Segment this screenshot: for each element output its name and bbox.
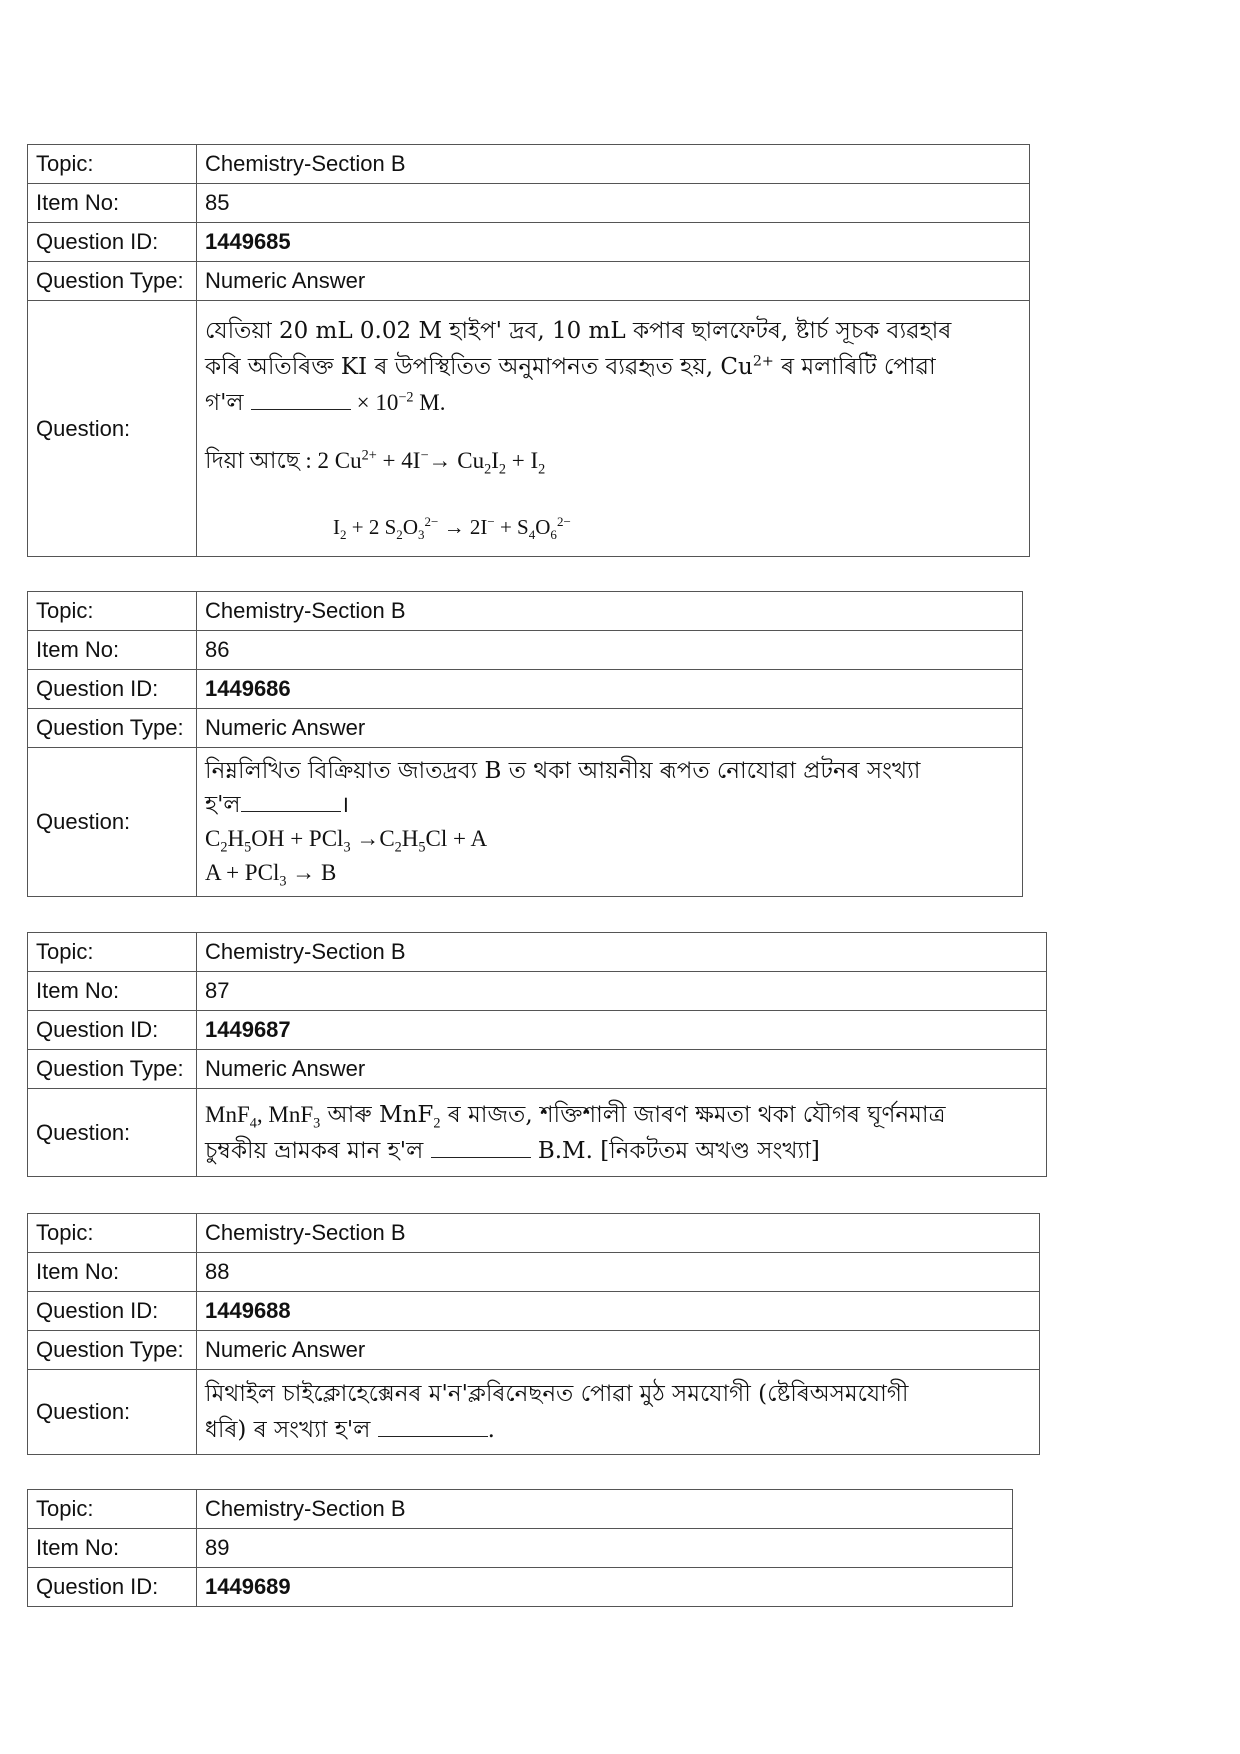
topic-label: Topic: (28, 145, 197, 184)
question-table-87 (27, 932, 1047, 1177)
question-id-label: Question ID: (28, 1568, 197, 1607)
question-type-label: Question Type: (28, 262, 197, 301)
answer-blank (378, 1416, 488, 1437)
question-table-89 (27, 1489, 1013, 1607)
question-type-value: Numeric Answer (197, 709, 1023, 748)
question-body (197, 1370, 1040, 1455)
question-line: MnF$_4$, MnF$_3$ আৰু MnF$_2$ ৰ মাজত, শক্তিশালী জাৰণ ক্ষমতা থকা যৌগৰ ঘূৰ্ণনমাত্ৰ (205, 1101, 946, 1132)
question-line: হ'ল । (205, 792, 350, 818)
question-type-label: Question Type: (28, 1331, 197, 1370)
answer-blank (241, 791, 341, 812)
question-line: নিম্নলিখিত বিক্ৰিয়াত জাতদ্ৰব্য B ত থকা আয়নীয় ৰূপত নোযোৱা প্ৰটনৰ সংখ্যা (205, 758, 921, 784)
question-line: ধৰি) ৰ সংখ্যা হ'ল . (205, 1417, 495, 1443)
given-equation-1: দিয়া আছে : 2 $Cu^{2+} + 4I^-\to Cu_2I_2 + I_2$ (205, 446, 546, 478)
reaction-2: A + PCl$_3$ → B (205, 860, 337, 890)
reaction-1: $C_2H_5OH + PCl_3 \to C_2H_5Cl + A$ (205, 826, 488, 856)
question-id-value: 1449686 (197, 670, 1023, 709)
item-no-value: 87 (197, 972, 1047, 1011)
item-no-label: Item No: (28, 1529, 197, 1568)
question-table-85 (27, 144, 1030, 557)
topic-label: Topic: (28, 592, 197, 631)
topic-value: Chemistry-Section B (197, 592, 1023, 631)
question-line: যেতিয়া 20 mL 0.02 M হাইপ' দ্ৰব, 10 mL কপাৰ ছালফেটৰ, ষ্টাৰ্চ সূচক ব্যৱহাৰ (205, 317, 952, 344)
question-type-value: Numeric Answer (197, 1050, 1047, 1089)
question-line: চুম্বকীয় ভ্ৰামকৰ মান হ'ল B.M. [নিকটতম অখণ্ড সংখ্যা] (205, 1137, 820, 1164)
question-type-label: Question Type: (28, 709, 197, 748)
question-id-label: Question ID: (28, 223, 197, 262)
item-no-label: Item No: (28, 972, 197, 1011)
topic-label: Topic: (28, 1214, 197, 1253)
question-id-value: 1449688 (197, 1292, 1040, 1331)
answer-blank (251, 389, 351, 410)
question-line: কৰি অতিৰিক্ত KI ৰ উপস্থিতিত অনুমাপনত ব্যৱহৃত হয়, $Cu^{2+}$ ৰ মলাৰিটি পোৱা (205, 352, 936, 380)
question-type-label: Question Type: (28, 1050, 197, 1089)
question-type-value: Numeric Answer (197, 262, 1030, 301)
item-no-label: Item No: (28, 184, 197, 223)
question-body (197, 748, 1023, 897)
item-no-label: Item No: (28, 1253, 197, 1292)
topic-value: Chemistry-Section B (197, 933, 1047, 972)
item-no-value: 89 (197, 1529, 1013, 1568)
question-id-label: Question ID: (28, 670, 197, 709)
question-label: Question: (28, 1370, 197, 1455)
question-type-value: Numeric Answer (197, 1331, 1040, 1370)
question-label: Question: (28, 1089, 197, 1177)
question-label: Question: (28, 301, 197, 557)
question-id-label: Question ID: (28, 1292, 197, 1331)
question-table-88 (27, 1213, 1040, 1455)
question-line: মিথাইল চাইক্লোহেক্সেনৰ ম'ন'ক্লৰিনেছনত পোৱা মুঠ সমযোগী (ষ্টেৰিঅসমযোগী (205, 1381, 909, 1407)
answer-blank (431, 1137, 531, 1158)
item-no-value: 88 (197, 1253, 1040, 1292)
question-body (197, 1089, 1047, 1177)
question-id-value: 1449689 (197, 1568, 1013, 1607)
question-body (197, 301, 1030, 557)
topic-label: Topic: (28, 1490, 197, 1529)
item-no-value: 85 (197, 184, 1030, 223)
question-id-label: Question ID: (28, 1011, 197, 1050)
question-id-value: 1449685 (197, 223, 1030, 262)
topic-value: Chemistry-Section B (197, 145, 1030, 184)
topic-value: Chemistry-Section B (197, 1490, 1013, 1529)
item-no-label: Item No: (28, 631, 197, 670)
question-id-value: 1449687 (197, 1011, 1047, 1050)
topic-label: Topic: (28, 933, 197, 972)
topic-value: Chemistry-Section B (197, 1214, 1040, 1253)
item-no-value: 86 (197, 631, 1023, 670)
question-label: Question: (28, 748, 197, 897)
question-line: গ'ল × $10^{-2}$ M. (205, 388, 446, 416)
question-table-86 (27, 591, 1023, 897)
given-equation-2: $I_2 + 2$ $S_2O_3^{2-} \to 2I^- + S_4O_6^{2-}$ (333, 513, 571, 542)
